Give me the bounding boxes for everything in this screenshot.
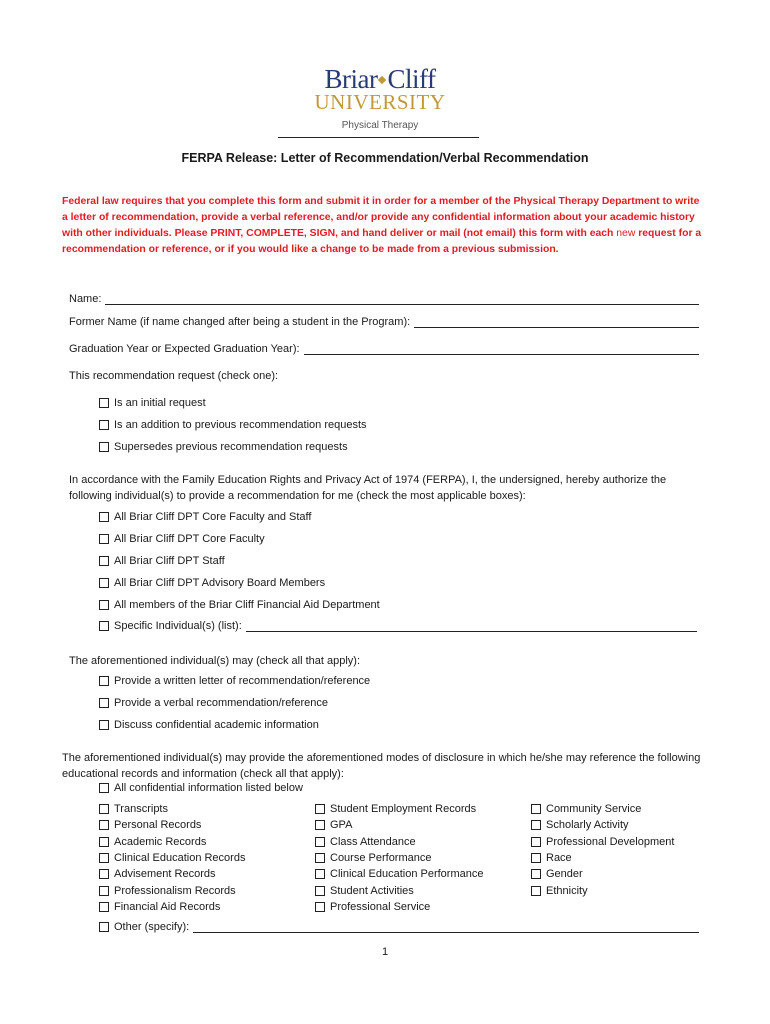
records-options-grid xyxy=(99,801,691,915)
logo-university: UNIVERSITY xyxy=(314,90,446,114)
checkbox-icon[interactable] xyxy=(99,676,109,686)
record-option[interactable]: Class Attendance xyxy=(315,834,531,850)
record-option[interactable]: Clinical Education Performance xyxy=(315,866,531,882)
checkbox-icon[interactable] xyxy=(315,804,325,814)
authorize-prompt: In accordance with the Family Education Rights and Privacy Act of 1974 (FERPA), I, the undersigned, hereby authorize the following individual(s) to provide a recommendation for me (check the most applicable boxes): xyxy=(69,474,667,502)
records-prompt: The aforementioned individual(s) may provide the aforementioned modes of disclosure in which he/she may reference the following educational records and information (check all that apply): xyxy=(62,752,701,780)
logo-diamond-icon xyxy=(378,76,386,84)
record-option[interactable]: Course Performance xyxy=(315,850,531,866)
record-option[interactable]: Professionalism Records xyxy=(99,882,315,898)
checkbox-icon[interactable] xyxy=(99,600,109,610)
record-option[interactable]: Student Employment Records xyxy=(315,801,531,817)
may-option-discuss[interactable]: Discuss confidential academic information xyxy=(99,719,319,731)
record-option[interactable]: Community Service xyxy=(531,801,691,817)
name-field-row xyxy=(69,293,699,305)
legal-notice xyxy=(62,194,702,258)
records-option-other xyxy=(99,921,699,933)
authorize-option-financial-aid[interactable]: All members of the Briar Cliff Financial Aid Department xyxy=(99,599,380,611)
form-title: FERPA Release: Letter of Recommendation/Verbal Recommendation xyxy=(181,151,589,165)
may-option-written[interactable]: Provide a written letter of recommendation/reference xyxy=(99,675,370,687)
logo-word-cliff: Cliff xyxy=(387,64,436,94)
name-input-line[interactable] xyxy=(105,293,699,305)
may-prompt: The aforementioned individual(s) may (check all that apply): xyxy=(69,655,361,667)
checkbox-icon[interactable] xyxy=(315,837,325,847)
checkbox-icon[interactable] xyxy=(531,886,541,896)
checkbox-icon[interactable] xyxy=(531,804,541,814)
request-option-initial[interactable]: Is an initial request xyxy=(99,397,206,409)
university-logo xyxy=(300,66,460,131)
request-prompt: This recommendation request (check one): xyxy=(69,370,279,382)
former-name-field-row xyxy=(69,316,699,328)
checkbox-icon[interactable] xyxy=(531,837,541,847)
record-option[interactable]: Ethnicity xyxy=(531,882,691,898)
request-option-addition[interactable]: Is an addition to previous recommendation requests xyxy=(99,419,367,431)
record-option[interactable]: Race xyxy=(531,850,691,866)
checkbox-icon[interactable] xyxy=(99,534,109,544)
checkbox-icon[interactable] xyxy=(315,902,325,912)
graduation-input-line[interactable] xyxy=(304,343,699,355)
checkbox-icon[interactable] xyxy=(99,621,109,631)
request-option-supersedes[interactable]: Supersedes previous recommendation requests xyxy=(99,441,348,453)
checkbox-icon[interactable] xyxy=(99,853,109,863)
specific-individuals-input-line[interactable] xyxy=(246,620,697,632)
record-option[interactable]: Clinical Education Records xyxy=(99,850,315,866)
checkbox-icon[interactable] xyxy=(99,886,109,896)
authorize-option-core-faculty[interactable]: All Briar Cliff DPT Core Faculty xyxy=(99,533,265,545)
record-option[interactable]: Advisement Records xyxy=(99,866,315,882)
checkbox-icon[interactable] xyxy=(531,853,541,863)
checkbox-icon[interactable] xyxy=(531,820,541,830)
former-name-label: Former Name (if name changed after being a student in the Program): xyxy=(69,316,411,328)
checkbox-icon[interactable] xyxy=(99,783,109,793)
record-option[interactable]: Professional Development xyxy=(531,834,691,850)
checkbox-icon[interactable] xyxy=(315,853,325,863)
other-specify-input-line[interactable] xyxy=(193,921,699,933)
checkbox-icon[interactable] xyxy=(315,869,325,879)
record-option[interactable]: Personal Records xyxy=(99,817,315,833)
logo-wordmark xyxy=(300,66,460,92)
notice-highlight: new xyxy=(616,228,636,239)
records-option-all[interactable]: All confidential information listed below xyxy=(99,782,303,794)
record-option[interactable]: Scholarly Activity xyxy=(531,817,691,833)
authorize-option-advisory-board[interactable]: All Briar Cliff DPT Advisory Board Members xyxy=(99,577,325,589)
logo-word-briar: Briar xyxy=(324,64,378,94)
checkbox-icon[interactable] xyxy=(99,556,109,566)
checkbox-icon[interactable] xyxy=(99,578,109,588)
record-option[interactable]: Gender xyxy=(531,866,691,882)
former-name-input-line[interactable] xyxy=(414,316,699,328)
checkbox-icon[interactable] xyxy=(315,820,325,830)
notice-text-2: request for a recommendation or reference, or if you would like a change to be made from a previous submission. xyxy=(62,228,702,255)
authorize-option-specific xyxy=(99,620,697,632)
record-option[interactable]: Professional Service xyxy=(315,899,531,915)
logo-department: Physical Therapy xyxy=(341,120,419,131)
graduation-field-row xyxy=(69,343,699,355)
checkbox-icon[interactable] xyxy=(99,902,109,912)
checkbox-icon[interactable] xyxy=(99,820,109,830)
page-number: 1 xyxy=(381,946,389,958)
checkbox-icon[interactable] xyxy=(99,698,109,708)
record-option[interactable]: Financial Aid Records xyxy=(99,899,315,915)
checkbox-icon[interactable] xyxy=(99,804,109,814)
logo-divider xyxy=(278,137,479,138)
notice-text-1: Federal law requires that you complete this form and submit it in order for a member of the Physical Therapy Department to write a letter of recommendation, provide a verbal reference, and/or provide any confidential information about your academic history with other individuals. Please PRINT, COMPLETE, SIGN, and hand deliver or mail (not email) this form with each xyxy=(62,196,700,239)
checkbox-icon[interactable] xyxy=(99,922,109,932)
checkbox-icon[interactable] xyxy=(99,869,109,879)
name-label: Name: xyxy=(69,293,102,305)
record-option[interactable]: Academic Records xyxy=(99,834,315,850)
specific-individuals-label: Specific Individual(s) (list): xyxy=(114,620,242,632)
record-option[interactable]: Student Activities xyxy=(315,882,531,898)
checkbox-icon[interactable] xyxy=(99,837,109,847)
graduation-label: Graduation Year or Expected Graduation Year): xyxy=(69,343,300,355)
authorize-option-staff[interactable]: All Briar Cliff DPT Staff xyxy=(99,555,225,567)
checkbox-icon[interactable] xyxy=(99,398,109,408)
checkbox-icon[interactable] xyxy=(315,886,325,896)
checkbox-icon[interactable] xyxy=(99,512,109,522)
checkbox-icon[interactable] xyxy=(99,442,109,452)
other-specify-label: Other (specify): xyxy=(114,921,190,933)
record-option[interactable]: GPA xyxy=(315,817,531,833)
authorize-option-core-faculty-staff[interactable]: All Briar Cliff DPT Core Faculty and Staff xyxy=(99,511,311,523)
checkbox-icon[interactable] xyxy=(99,420,109,430)
record-option[interactable]: Transcripts xyxy=(99,801,315,817)
checkbox-icon[interactable] xyxy=(99,720,109,730)
checkbox-icon[interactable] xyxy=(531,869,541,879)
may-option-verbal[interactable]: Provide a verbal recommendation/reference xyxy=(99,697,328,709)
